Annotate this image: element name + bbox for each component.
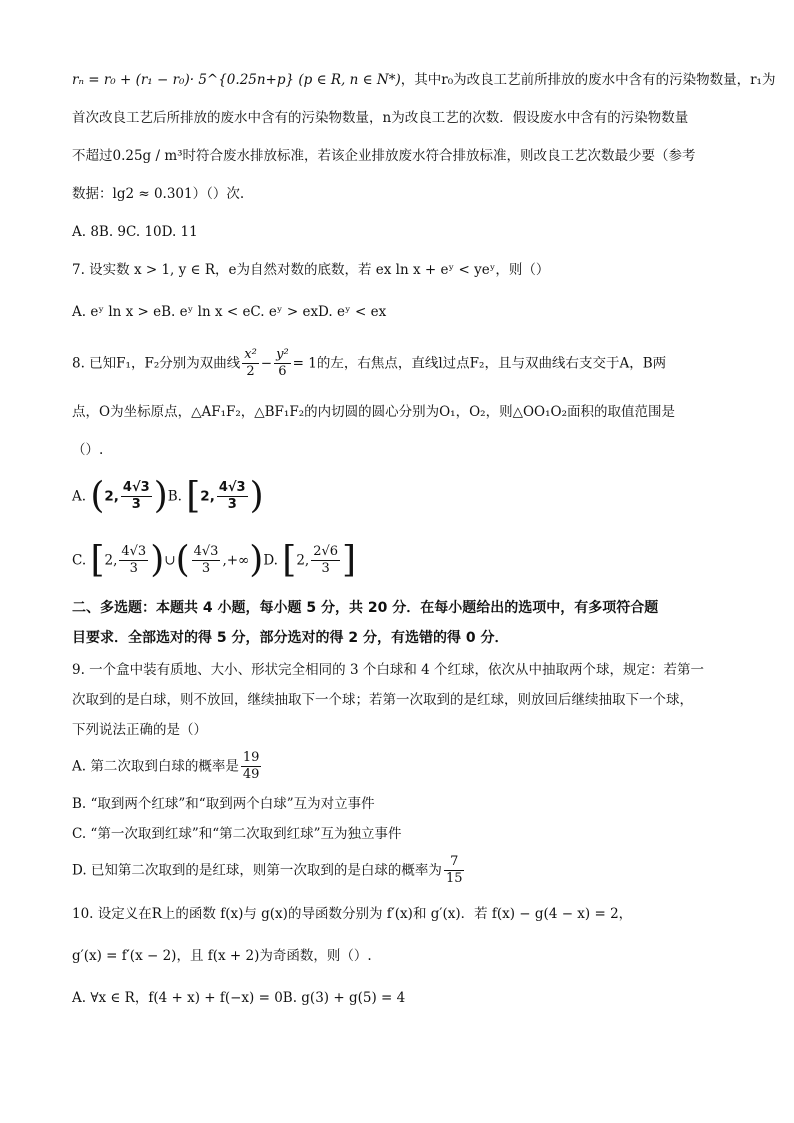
q8-optD-frac: [311, 544, 340, 577]
q8-optD-label: D.: [263, 552, 278, 569]
q8-optB-label: B.: [167, 488, 182, 505]
q8-optC-left: [: [90, 539, 105, 581]
q8-optD-left: [: [282, 539, 297, 581]
q9-line-1: 9. 一个盒中装有质地、大小、形状完全相同的 3 个白球和 4 个红球，依次从中抽取两个球，规定：若第一: [72, 662, 705, 678]
q6-line-2: 首次改良工艺后所排放的废水中含有的污染物数量，n为改良工艺的次数．假设废水中含有的污染物数量: [72, 110, 689, 126]
section-2-heading-line-2: 目要求．全部选对的得 5 分，部分选对的得 2 分，有选错的得 0 分．: [72, 630, 509, 646]
q8-optB-val: 2,: [200, 488, 215, 505]
q8-frac-x-num: x²: [244, 347, 257, 362]
q8-line-1-prefix: 8. 已知F₁，F₂分别为双曲线: [72, 355, 241, 372]
q8-line-2: 点，O为坐标原点，△AF₁F₂，△BF₁F₂的内切圆的圆心分别为O₁，O₂，则△OO₁O₂面积的取值范围是: [72, 404, 675, 420]
q8-optD-num: 2√6: [313, 544, 339, 559]
q8-optA-num: 4√3: [122, 480, 150, 495]
q9-line-2: 次取到的是白球，则不放回，继续抽取下一个球；若第一次取到的是红球，则放回后继续抽取下一个球，: [72, 692, 693, 708]
q6-options: A. 8B. 9C. 10D. 11: [72, 224, 198, 240]
section-2-heading-line-1: 二、多选题：本题共 4 小题，每小题 5 分，共 20 分．在每小题给出的选项中，有多项符合题: [72, 600, 659, 616]
q8-optC-val: 2,: [104, 552, 118, 569]
q8-line-3: （）.: [72, 442, 104, 458]
q8-optC-frac: [119, 544, 148, 577]
q9-optC: C. “第一次取到红球”和“第二次取到红球”互为独立事件: [72, 826, 402, 842]
q8-optC2-tail: ,+∞: [222, 552, 250, 569]
q8-optA-den: 3: [131, 497, 141, 512]
q6-line-3: 不超过0.25g / m³时符合废水排放标准，若该企业排放废水符合排放标准，则改良工艺次数最少要（参考: [72, 148, 696, 164]
q6-line-1: [72, 70, 776, 90]
q10-line-1: 10. 设定义在R上的函数 f(x)与 g(x)的导函数分别为 f′(x)和 g′(x)．若 f(x) − g(4 − x) = 2，: [72, 906, 633, 922]
q8-optB-den: 3: [227, 497, 237, 512]
q8-optA-right: ): [153, 475, 168, 517]
q9-line-3: 下列说法正确的是（）: [72, 722, 207, 738]
q6-line-1-text: ，其中r₀为改良工艺前所排放的废水中含有的污染物数量，r₁为: [400, 72, 776, 88]
q9-optD-den: 15: [445, 871, 463, 886]
q8-optA-val: 2,: [104, 488, 119, 505]
q9-optD-frac: [444, 854, 465, 887]
q8-optD-right: ]: [342, 539, 357, 581]
q8-optC-num: 4√3: [121, 544, 147, 559]
q6-line-4: 数据：lg2 ≈ 0.301）（）次.: [72, 186, 245, 202]
q9-optA-den: 49: [242, 767, 260, 782]
q7-stem: 7. 设实数 x > 1, y ∈ R，e为自然对数的底数，若 ex ln x + eʸ < yeʸ，则（）: [72, 262, 550, 278]
q9-optA-text: A. 第二次取到白球的概率是: [72, 758, 239, 775]
q8-optC-union: ∪: [164, 552, 176, 569]
q9-optD: [72, 852, 724, 889]
q8-frac-x-den: 2: [246, 364, 255, 379]
q8-optA-label: A.: [72, 488, 87, 505]
q8-optC-den: 3: [129, 561, 138, 576]
q8-optB-num: 4√3: [218, 480, 246, 495]
q9-optA-frac: [241, 750, 262, 783]
q8-optC2-den: 3: [201, 561, 211, 576]
q8-optA-left: (: [90, 475, 105, 517]
q6-formula: rₙ = r₀ + (r₁ − r₀)· 5^{0.25n+p} (p ∈ R, n ∈ N*): [72, 72, 401, 88]
q8-optC2-num: 4√3: [193, 544, 219, 559]
q7-options: A. eʸ ln x > eB. eʸ ln x < eC. eʸ > exD. eʸ < ex: [72, 304, 387, 320]
q8-optC-label: C.: [72, 552, 87, 569]
q9-optB: B. “取到两个红球”和“取到两个白球”互为对立事件: [72, 796, 375, 812]
q8-line-1: [72, 344, 724, 383]
q8-optB-left: [: [186, 475, 201, 517]
q8-frac-y-num: y²: [276, 347, 289, 362]
q8-minus: −: [260, 355, 273, 372]
q8-optC-right: ): [150, 539, 165, 581]
q8-frac-x: [242, 347, 259, 380]
q10-options: A. ∀x ∈ R，f(4 + x) + f(−x) = 0B. g(3) + g(5) = 4: [72, 990, 406, 1006]
q9-optA-num: 19: [242, 750, 260, 765]
q8-frac-y-den: 6: [278, 364, 287, 379]
q8-options-ab: [72, 472, 724, 521]
q8-optB-frac: [217, 480, 248, 513]
q10-line-2: g′(x) = f′(x − 2)，且 f(x + 2)为奇函数，则（）.: [72, 948, 372, 964]
q8-optC2-right: ): [249, 539, 264, 581]
q8-optB-right: ): [249, 475, 264, 517]
q8-optC2-left: (: [175, 539, 190, 581]
q9-optD-text: D. 已知第二次取到的是红球，则第一次取到的是白球的概率为: [72, 862, 442, 879]
q8-options-cd: [72, 536, 724, 585]
q8-line-1-suffix: = 1的左，右焦点，直线l过点F₂，且与双曲线右支交于A，B两: [292, 355, 667, 372]
q9-optA: [72, 748, 724, 785]
q8-optC2-frac: [192, 544, 221, 577]
q8-optD-val: 2,: [296, 552, 310, 569]
q9-optD-num: 7: [444, 854, 465, 871]
q8-optD-den: 3: [321, 561, 330, 576]
q8-frac-y: [274, 347, 291, 380]
q8-optA-frac: [121, 480, 152, 513]
